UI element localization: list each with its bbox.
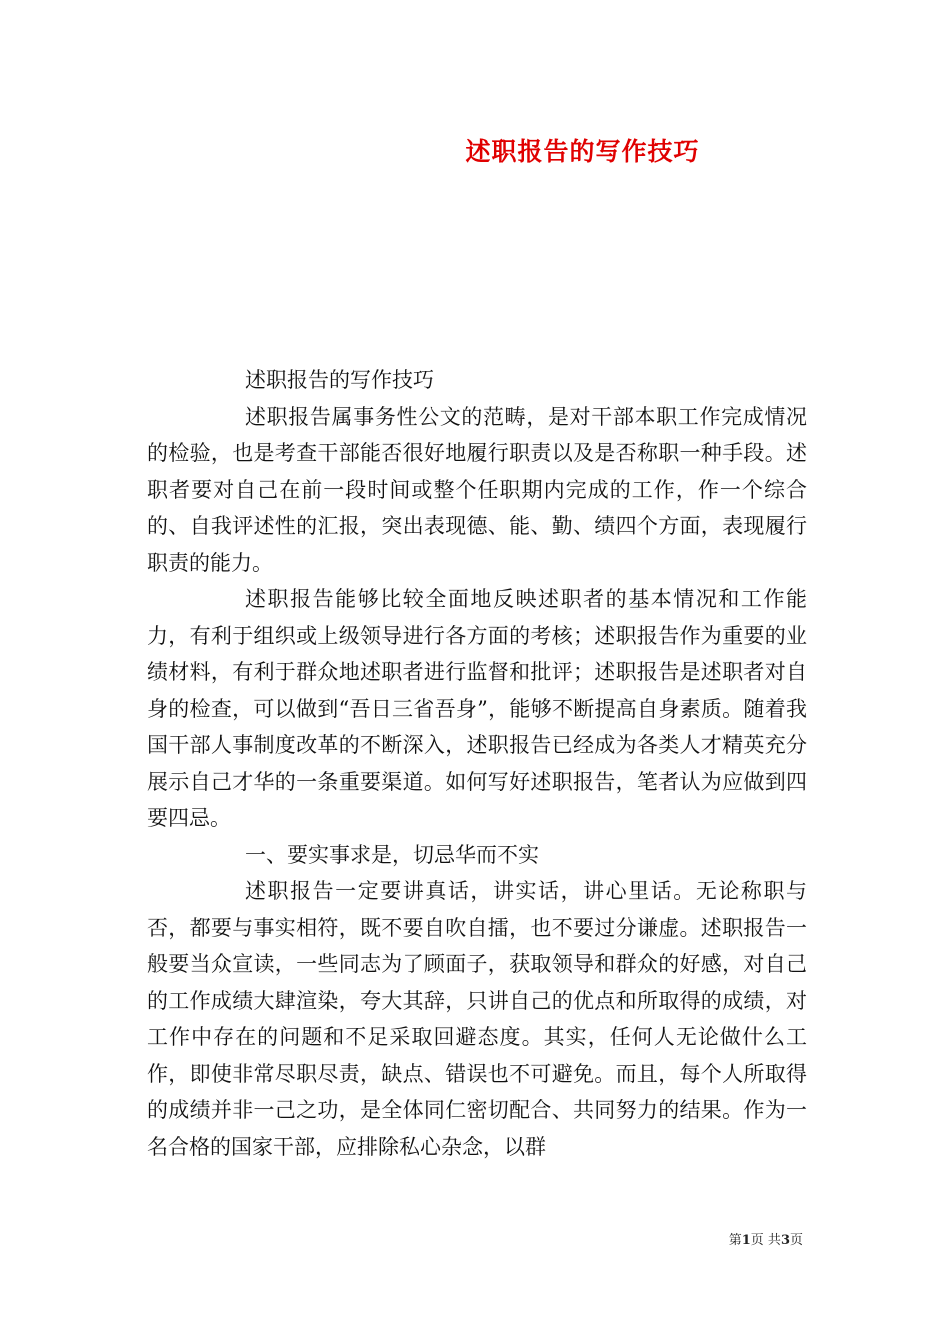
footer-total-pages: 3	[780, 1233, 790, 1248]
section-heading: 一、要实事求是，切忌华而不实	[245, 842, 539, 867]
paragraph-heading: 述职报告的写作技巧	[245, 368, 434, 392]
footer-middle: 页 共	[750, 1233, 781, 1248]
footer-suffix: 页	[789, 1233, 803, 1248]
page-footer	[729, 1232, 803, 1250]
document-body	[147, 362, 807, 1165]
paragraph: 述职报告属事务性公文的范畴，是对干部本职工作完成情况的检验，也是考查干部能否很好地履行职责以及是否称职一种手段。述职者要对自己在前一段时间或整个任职期内完成的工作，作一个综合的、自我评述性的汇报，突出表现德、能、勤、绩四个方面，表现履行职责的能力。	[147, 404, 807, 575]
document-title: 述职报告的写作技巧	[465, 137, 700, 166]
footer-prefix: 第	[728, 1233, 742, 1248]
paragraph: 述职报告能够比较全面地反映述职者的基本情况和工作能力，有利于组织或上级领导进行各方面的考核；述职报告作为重要的业绩材料，有利于群众地述职者进行监督和批评；述职报告是述职者对自身的检查，可以做到“吾日三省吾身”，能够不断提高自身素质。随着我国干部人事制度改革的不断深入，述职报告已经成为各类人才精英充分展示自己才华的一条重要渠道。如何写好述职报告，笔者认为应做到四要四忌。	[147, 587, 807, 830]
footer-current-page: 1	[741, 1233, 751, 1248]
paragraph: 述职报告一定要讲真话，讲实话，讲心里话。无论称职与否，都要与事实相符，既不要自吹自擂，也不要过分谦虚。述职报告一般要当众宣读，一些同志为了顾面子，获取领导和群众的好感，对自己的工作成绩大肆渲染，夸大其辞，只讲自己的优点和所取得的成绩，对工作中存在的问题和不足采取回避态度。其实，任何人无论做什么工作，即使非常尽职尽责，缺点、错误也不可避免。而且，每个人所取得的成绩并非一己之功，是全体同仁密切配合、共同努力的结果。作为一名合格的国家干部，应排除私心杂念，以群	[147, 879, 807, 1159]
